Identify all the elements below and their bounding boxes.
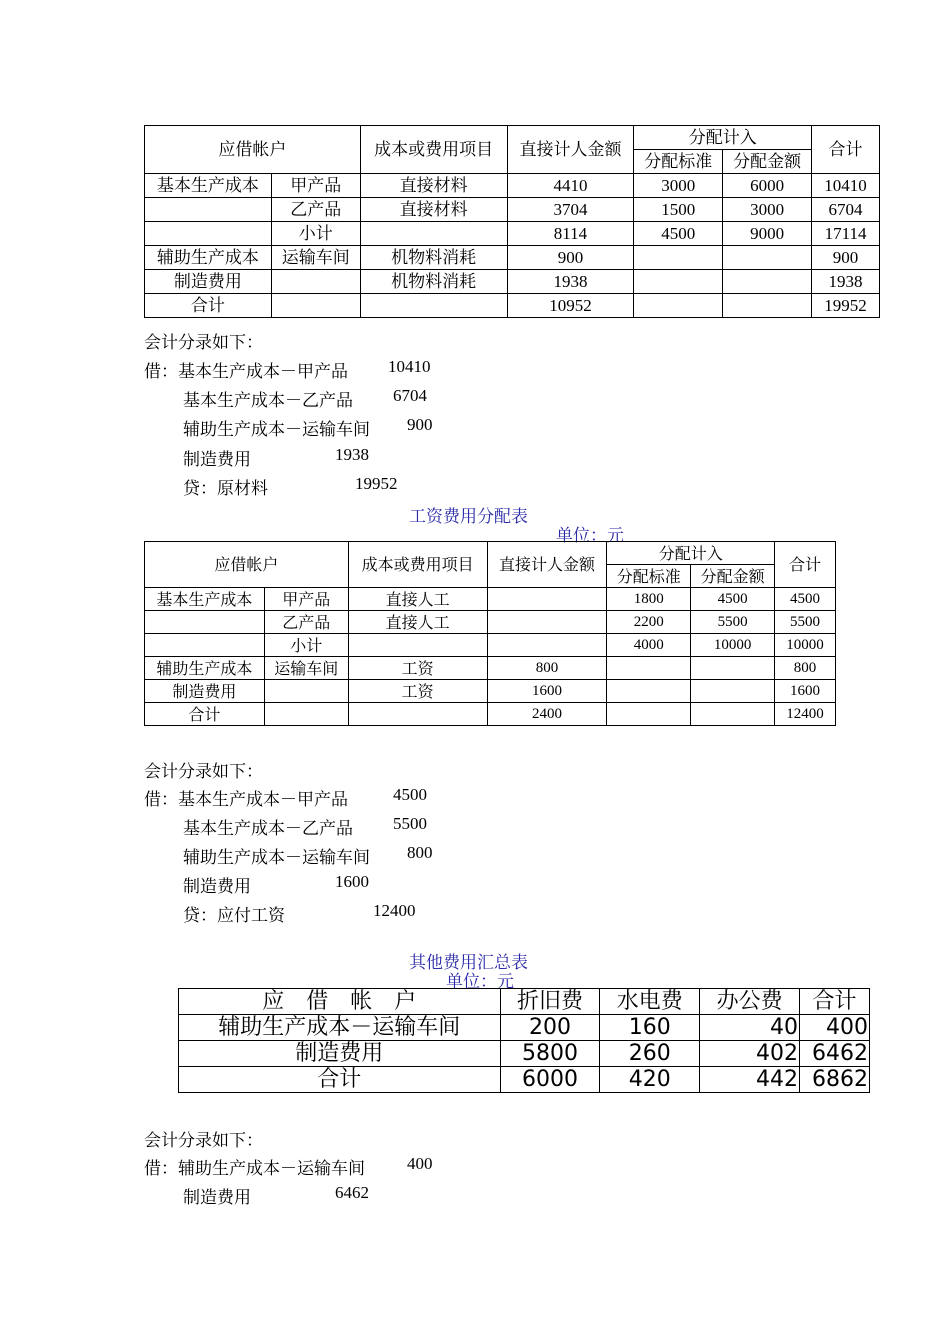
entry-line-label: 借：辅助生产成本－运输车间: [144, 1159, 365, 1179]
cell-std: 1800: [607, 588, 691, 611]
entry-line-value: 6704: [393, 386, 427, 405]
cell-amt: [723, 246, 812, 270]
cell-office: 442: [700, 1067, 800, 1093]
cell-amt: 3000: [723, 198, 812, 222]
cell-amt: 6000: [723, 174, 812, 198]
cell-subaccount: [271, 270, 360, 294]
cell-amt: [723, 294, 812, 318]
entry-line-label: 借：基本生产成本－甲产品: [144, 362, 348, 382]
cell-account: 辅助生产成本－运输车间: [179, 1015, 501, 1041]
cell-std: 3000: [634, 174, 723, 198]
header-total: 合计: [812, 126, 880, 174]
cell-utilities: 420: [600, 1067, 700, 1093]
cell-account: 基本生产成本: [145, 174, 272, 198]
header-direct: 直接计人金额: [487, 542, 607, 588]
cell-item: [360, 222, 507, 246]
entry-line-value: 19952: [355, 474, 398, 493]
cell-account: 辅助生产成本: [145, 657, 265, 680]
cell-total: 5500: [775, 611, 836, 634]
entry-line-label: 基本生产成本－乙产品: [183, 819, 353, 839]
table-row: [145, 634, 836, 657]
cell-amt: 5500: [691, 611, 775, 634]
cell-direct: 8114: [507, 222, 634, 246]
table3-unit: 单位：元: [446, 972, 514, 992]
cell-account: 制造费用: [145, 680, 265, 703]
cell-total: 900: [812, 246, 880, 270]
cell-total: 400: [800, 1015, 870, 1041]
cell-subaccount: [264, 680, 348, 703]
cell-direct: 3704: [507, 198, 634, 222]
cell-utilities: 160: [600, 1015, 700, 1041]
header-total: 合计: [775, 542, 836, 588]
cell-subaccount: 甲产品: [271, 174, 360, 198]
table-row: [145, 680, 836, 703]
cell-item: 机物料消耗: [360, 246, 507, 270]
table-row: [145, 174, 880, 198]
cell-amt: [723, 270, 812, 294]
cell-std: 4500: [634, 222, 723, 246]
cell-utilities: 260: [600, 1041, 700, 1067]
cell-direct: 1938: [507, 270, 634, 294]
header-alloc-std: 分配标准: [607, 565, 691, 588]
cell-amt: [691, 703, 775, 726]
cell-direct: 4410: [507, 174, 634, 198]
header-alloc-std: 分配标准: [634, 150, 723, 174]
header-alloc: 分配计入: [607, 542, 775, 565]
cell-direct: 900: [507, 246, 634, 270]
cell-direct: [487, 588, 607, 611]
header-item: 成本或费用项目: [360, 126, 507, 174]
cell-item: 直接材料: [360, 174, 507, 198]
cell-item: 工资: [348, 657, 487, 680]
cell-total: 10000: [775, 634, 836, 657]
cell-account: [145, 198, 272, 222]
cell-total: 800: [775, 657, 836, 680]
cell-account: [145, 611, 265, 634]
entry-line-label: 辅助生产成本－运输车间: [183, 848, 370, 868]
header-alloc-amt: 分配金额: [691, 565, 775, 588]
table-row: [179, 1067, 870, 1093]
cell-item: 直接人工: [348, 588, 487, 611]
table-header-row: [145, 542, 836, 565]
entry-line-label: 借：基本生产成本－甲产品: [144, 790, 348, 810]
table-row: [145, 657, 836, 680]
header-account: 应借帐户: [145, 542, 349, 588]
cell-subaccount: 乙产品: [264, 611, 348, 634]
cell-total: 19952: [812, 294, 880, 318]
header-alloc-amt: 分配金额: [723, 150, 812, 174]
cell-subaccount: [264, 703, 348, 726]
cell-account: 合计: [179, 1067, 501, 1093]
cell-account: 合计: [145, 703, 265, 726]
header-depreciation: 折旧费: [500, 989, 600, 1015]
entry-line-value: 6462: [335, 1183, 369, 1202]
table2-unit: 单位：元: [556, 526, 624, 546]
cell-office: 402: [700, 1041, 800, 1067]
entry-line-value: 5500: [393, 814, 427, 833]
cell-direct: [487, 634, 607, 657]
cell-std: 4000: [607, 634, 691, 657]
entry-line-label: 贷：原材料: [183, 479, 268, 499]
cell-direct: 2400: [487, 703, 607, 726]
header-total: 合计: [800, 989, 870, 1015]
entry-line-value: 400: [407, 1154, 433, 1173]
cell-std: [607, 703, 691, 726]
cell-item: 直接人工: [348, 611, 487, 634]
cell-depreciation: 5800: [500, 1041, 600, 1067]
cell-std: [607, 680, 691, 703]
cell-std: [634, 246, 723, 270]
cell-direct: 800: [487, 657, 607, 680]
header-utilities: 水电费: [600, 989, 700, 1015]
cell-item: [348, 634, 487, 657]
cell-direct: 10952: [507, 294, 634, 318]
cell-subaccount: 甲产品: [264, 588, 348, 611]
entry-intro: 会计分录如下：: [144, 762, 263, 782]
table-row: [145, 270, 880, 294]
cell-amt: [691, 657, 775, 680]
table3-title: 其他费用汇总表: [409, 953, 528, 973]
table-row: [145, 611, 836, 634]
cell-amt: 4500: [691, 588, 775, 611]
cell-amt: 10000: [691, 634, 775, 657]
cell-account: 辅助生产成本: [145, 246, 272, 270]
cell-total: 4500: [775, 588, 836, 611]
cell-subaccount: 小计: [271, 222, 360, 246]
cell-depreciation: 6000: [500, 1067, 600, 1093]
other-expense-summary-table: [178, 988, 870, 1093]
entry-line-value: 900: [407, 415, 433, 434]
cell-subaccount: 运输车间: [264, 657, 348, 680]
cell-amt: [691, 680, 775, 703]
cell-total: 10410: [812, 174, 880, 198]
cell-account: [145, 634, 265, 657]
entry-line-label: 制造费用: [183, 1188, 251, 1208]
cell-std: 2200: [607, 611, 691, 634]
entry-line-value: 12400: [373, 901, 416, 920]
cell-account: 合计: [145, 294, 272, 318]
entry-line-value: 1938: [335, 445, 369, 464]
entry-line-label: 贷：应付工资: [183, 906, 285, 926]
table-row: [145, 294, 880, 318]
entry-intro: 会计分录如下：: [144, 333, 263, 353]
cell-depreciation: 200: [500, 1015, 600, 1041]
entry-line-value: 800: [407, 843, 433, 862]
entry-line-label: 基本生产成本－乙产品: [183, 391, 353, 411]
cell-subaccount: 乙产品: [271, 198, 360, 222]
table-row: [145, 703, 836, 726]
entry-line-value: 10410: [388, 357, 431, 376]
cell-std: [634, 294, 723, 318]
cell-total: 12400: [775, 703, 836, 726]
table-row: [145, 222, 880, 246]
cell-item: 机物料消耗: [360, 270, 507, 294]
entry-line-label: 辅助生产成本－运输车间: [183, 420, 370, 440]
cell-direct: [487, 611, 607, 634]
cell-total: 6862: [800, 1067, 870, 1093]
cell-account: 基本生产成本: [145, 588, 265, 611]
header-account: 应 借 帐 户: [179, 989, 501, 1015]
header-direct: 直接计人金额: [507, 126, 634, 174]
header-office: 办公费: [700, 989, 800, 1015]
cell-total: 1938: [812, 270, 880, 294]
cell-total: 17114: [812, 222, 880, 246]
entry-line-label: 制造费用: [183, 877, 251, 897]
table-row: [179, 1041, 870, 1067]
cell-item: 工资: [348, 680, 487, 703]
cell-total: 6462: [800, 1041, 870, 1067]
table-row: [145, 198, 880, 222]
cell-total: 1600: [775, 680, 836, 703]
cell-account: [145, 222, 272, 246]
table-row: [179, 1015, 870, 1041]
cell-total: 6704: [812, 198, 880, 222]
cell-std: [607, 657, 691, 680]
cell-item: [348, 703, 487, 726]
cell-subaccount: 小计: [264, 634, 348, 657]
cell-std: 1500: [634, 198, 723, 222]
cell-amt: 9000: [723, 222, 812, 246]
table2-title: 工资费用分配表: [409, 507, 528, 527]
cell-std: [634, 270, 723, 294]
header-account: 应借帐户: [145, 126, 361, 174]
cell-subaccount: [271, 294, 360, 318]
entry-line-value: 4500: [393, 785, 427, 804]
entry-line-label: 制造费用: [183, 450, 251, 470]
cell-item: 直接材料: [360, 198, 507, 222]
header-item: 成本或费用项目: [348, 542, 487, 588]
entry-intro: 会计分录如下：: [144, 1131, 263, 1151]
cell-office: 40: [700, 1015, 800, 1041]
entry-line-value: 1600: [335, 872, 369, 891]
header-alloc: 分配计入: [634, 126, 812, 150]
material-allocation-table: [144, 125, 880, 318]
cell-item: [360, 294, 507, 318]
cell-direct: 1600: [487, 680, 607, 703]
table-row: [145, 588, 836, 611]
wage-allocation-table: [144, 541, 836, 726]
cell-account: 制造费用: [145, 270, 272, 294]
table-row: [145, 246, 880, 270]
table-header-row: [145, 126, 880, 150]
cell-account: 制造费用: [179, 1041, 501, 1067]
cell-subaccount: 运输车间: [271, 246, 360, 270]
table-header-row: [179, 989, 870, 1015]
